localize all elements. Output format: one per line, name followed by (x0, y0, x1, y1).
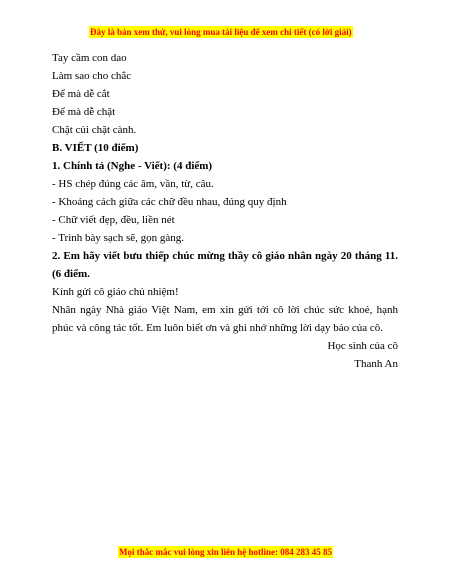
poem-line: Để mà dễ cắt (52, 88, 110, 100)
question-1-heading: 1. Chính tả (Nghe - Viết): (4 điểm) (52, 160, 213, 172)
preview-notice-banner: Đây là bản xem thử, vui lòng mua tài liệu để xem chi tiết (có lời giải) (90, 27, 352, 37)
letter-closing: Học sinh của cô (327, 340, 398, 352)
grading-criterion: - Chữ viết đẹp, đều, liền nét (52, 214, 175, 226)
grading-criterion: - Trình bày sạch sẽ, gọn gàng. (52, 232, 184, 244)
letter-signature: Thanh An (354, 358, 398, 370)
hotline-banner: Mọi thắc mắc vui lòng xin liên hệ hotline: 084 283 45 85 (119, 547, 333, 557)
section-b-heading: B. VIẾT (10 điểm) (52, 142, 139, 154)
letter-body: Nhân ngày Nhà giáo Việt Nam, em xin gửi tới cô lời chúc sức khoẻ, hạnh phúc và công tác tốt. Em luôn biết ơn và ghi nhớ những lời dạy bảo của cô. (52, 304, 398, 334)
grading-criterion: - HS chép đúng các âm, vần, từ, câu. (52, 178, 214, 190)
poem-line: Chặt củi chặt cành. (52, 124, 137, 136)
poem-line: Tay cầm con dao (52, 52, 127, 64)
poem-line: Làm sao cho chắc (52, 70, 132, 82)
grading-criterion: - Khoảng cách giữa các chữ đều nhau, đúng quy định (52, 196, 287, 208)
letter-greeting: Kính gửi cô giáo chủ nhiệm! (52, 286, 179, 298)
document-body (52, 49, 398, 373)
question-2-heading: 2. Em hãy viết bưu thiếp chúc mừng thầy cô giáo nhân ngày 20 tháng 11. (6 điểm. (52, 250, 398, 280)
poem-line: Để mà dễ chặt (52, 106, 116, 118)
